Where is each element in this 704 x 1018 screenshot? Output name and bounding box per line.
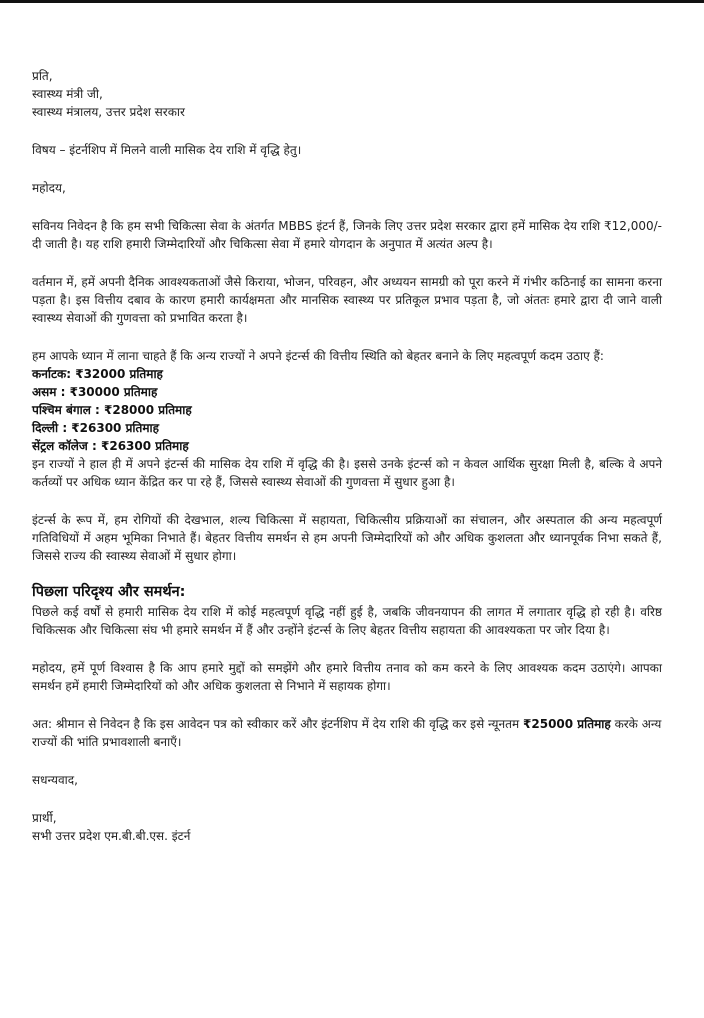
- address-block: [32, 67, 662, 121]
- paragraph-other-states-intro: हम आपके ध्यान में लाना चाहते हैं कि अन्य राज्यों ने अपने इंटर्न्स की वित्तीय स्थिति को बेहतर बनाने के लिए महत्वपूर्ण कदम उठाए हैं:: [32, 349, 604, 363]
- requested-amount: ₹25000 प्रतिमाह: [523, 717, 611, 731]
- state-stipend-list: [32, 365, 662, 455]
- state-stipend-item: कर्नाटक: ₹32000 प्रतिमाह: [32, 367, 163, 381]
- paragraph-other-states-outcome: इन राज्यों ने हाल ही में अपने इंटर्न्स की मासिक देय राशि में वृद्धि की है। इससे उनके इंटर्न्स को न केवल आर्थिक सुरक्षा मिली है, बल्कि वे अपने कर्तव्यों पर अधिक ध्यान केंद्रित कर पा रहे हैं, जिससे स्वास्थ्य सेवाओं की गुणवत्ता में सुधार हुआ है।: [32, 457, 662, 489]
- request-text-end: करके अन्य राज्यों की भांति प्रभावशाली बनाएँ।: [32, 717, 662, 749]
- paragraph-background: पिछले कई वर्षों से हमारी मासिक देय राशि में कोई महत्वपूर्ण वृद्धि नहीं हुई है, जबकि जीवनयापन की लागत में लगातार वृद्धि हो रही है। वरिष्ठ चिकित्सक और चिकित्सा संघ भी हमारे समर्थन में हैं और उन्होंने इंटर्न्स के लिए बेहतर वित्तीय सहायता की आवश्यकता पर जोर दिया है।: [32, 605, 662, 637]
- paragraph-introduction: सविनय निवेदन है कि हम सभी चिकित्सा सेवा के अंतर्गत MBBS इंटर्न हैं, जिनके लिए उत्तर प्रदेश सरकार द्वारा हमें मासिक देय राशि ₹12,000/- दी जाती है। यह राशि हमारी जिम्मेदारियों और चिकित्सा सेवा में हमारे योगदान के अनुपात में अत्यंत अल्प है।: [32, 219, 662, 251]
- paragraph-trust: महोदय, हमें पूर्ण विश्वास है कि आप हमारे मुद्दों को समझेंगे और हमारे वित्तीय तनाव को कम करने के लिए आवश्यक कदम उठाएंगे। आपका समर्थन हमें हमारी जिम्मेदारियों को और अधिक कुशलता से निभाने में सहायक होगा।: [32, 661, 662, 693]
- signature-line: सभी उत्तर प्रदेश एम.बी.बी.एस. इंटर्न: [32, 829, 191, 843]
- top-border-line: [0, 0, 704, 3]
- request-text-start: अत: श्रीमान से निवेदन है कि इस आवेदन पत्र को स्वीकार करें और इंटर्नशिप में देय राशि की वृद्धि कर इसे न्यूनतम: [32, 717, 520, 731]
- address-recipient: स्वास्थ्य मंत्री जी,: [32, 87, 103, 101]
- state-stipend-item: असम : ₹30000 प्रतिमाह: [32, 385, 158, 399]
- signoff-line: प्रार्थी,: [32, 811, 57, 825]
- state-stipend-item: सेंट्रल कॉलेज : ₹26300 प्रतिमाह: [32, 439, 189, 453]
- address-department: स्वास्थ्य मंत्रालय, उत्तर प्रदेश सरकार: [32, 105, 185, 119]
- closing-line: सधन्यवाद,: [32, 773, 78, 787]
- salutation: महोदय,: [32, 181, 66, 195]
- state-stipend-item: पश्चिम बंगाल : ₹28000 प्रतिमाह: [32, 403, 192, 417]
- address-to: प्रति,: [32, 69, 53, 83]
- state-stipend-item: दिल्ली : ₹26300 प्रतिमाह: [32, 421, 159, 435]
- subject-line: विषय – इंटर्नशिप में मिलने वाली मासिक देय राशि में वृद्धि हेतु।: [32, 143, 302, 157]
- letter-body: [32, 67, 662, 845]
- paragraph-difficulties: वर्तमान में, हमें अपनी दैनिक आवश्यकताओं जैसे किराया, भोजन, परिवहन, और अध्ययन सामग्री को पूरा करने में गंभीर कठिनाई का सामना करना पड़ता है। इस वित्तीय दबाव के कारण हमारी कार्यक्षमता और मानसिक स्वास्थ्य पर प्रतिकूल प्रभाव पड़ता है, जो अंततः हमारे द्वारा दी जाने वाली स्वास्थ्य सेवाओं की गुणवत्ता को प्रभावित करता है।: [32, 275, 662, 325]
- paragraph-request: [32, 715, 662, 751]
- section-heading: पिछला परिदृश्य और समर्थन:: [32, 584, 186, 600]
- paragraph-intern-role: इंटर्न्स के रूप में, हम रोगियों की देखभाल, शल्य चिकित्सा में सहायता, चिकित्सीय प्रक्रियाओं का संचालन, और अस्पताल की अन्य महत्वपूर्ण गतिविधियों में अहम भूमिका निभाते हैं। बेहतर वित्तीय समर्थन से हम अपनी जिम्मेदारियों को और अधिक कुशलता और ध्यानपूर्वक निभा सकते हैं, जिससे राज्य की स्वास्थ्य सेवाओं में सुधार होगा।: [32, 513, 662, 563]
